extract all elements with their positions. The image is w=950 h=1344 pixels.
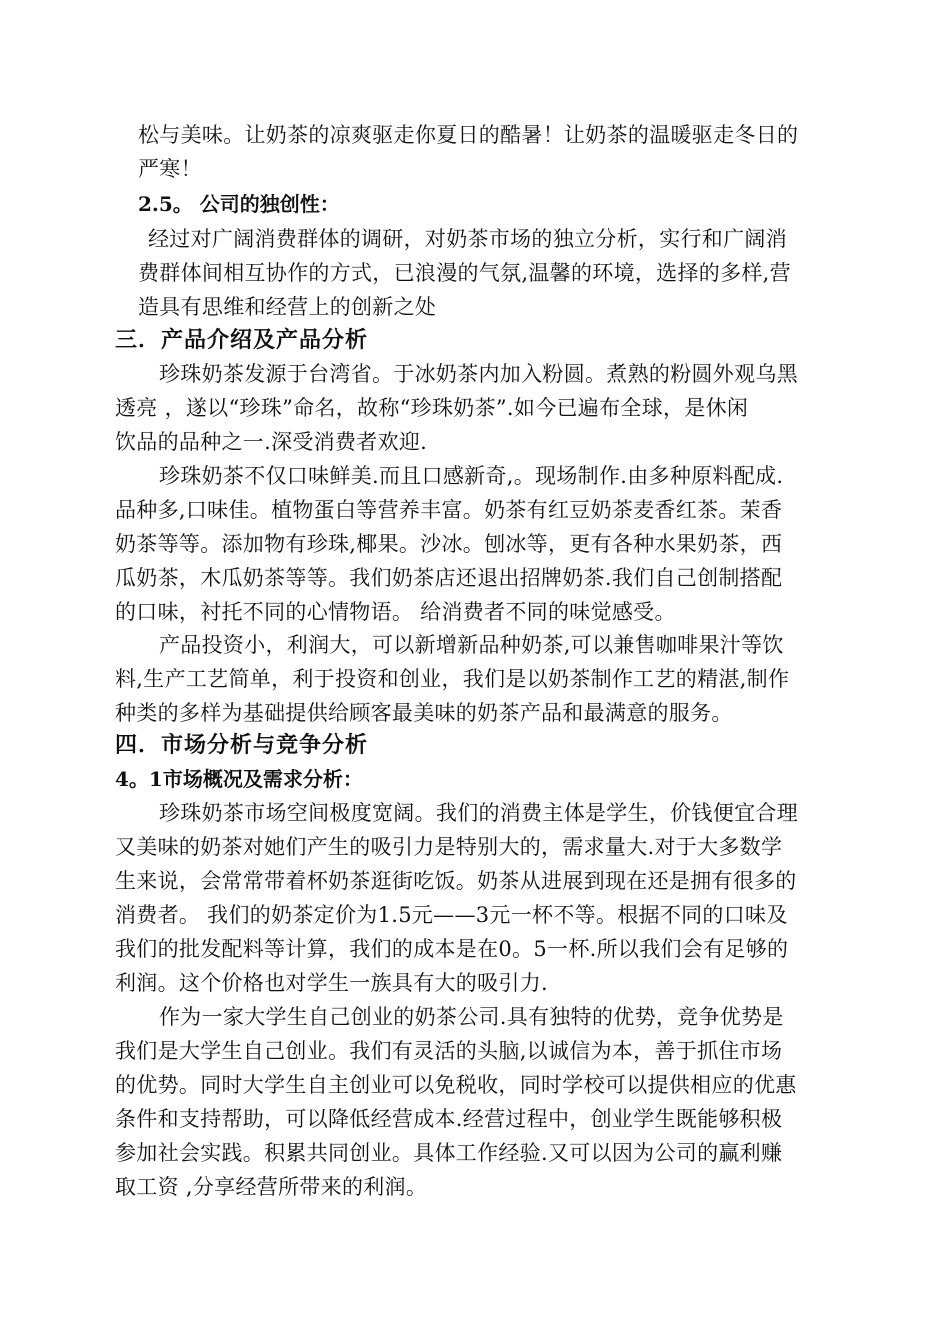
section-4-paragraph-1: [115, 796, 798, 1000]
text-line: 严寒！: [138, 157, 202, 181]
text-line: 我们是大学生自己创业。我们有灵活的头脑,以诚信为本，善于抓住市场: [115, 1039, 783, 1063]
text-line: 品种多,口味佳。植物蛋白等营养丰富。奶茶有红豆奶茶麦香红茶。茉香: [115, 498, 783, 522]
text-line: 费群体间相互协作的方式，已浪漫的气氛,温馨的环境，选择的多样,营: [138, 261, 791, 285]
text-line: 利润。这个价格也对学生一族具有大的吸引力.: [115, 971, 548, 995]
text-line: 生来说，会常常带着杯奶茶逛街吃饭。奶茶从进展到现在还是拥有很多的: [115, 869, 797, 893]
text-line: 奶茶等等。添加物有珍珠,椰果。沙冰。刨冰等，更有各种水果奶茶，西: [115, 532, 783, 556]
text-line: 瓜奶茶，木瓜奶茶等等。我们奶茶店还退出招牌奶茶.我们自己创制搭配: [115, 566, 783, 590]
text-line: 种类的多样为基础提供给顾客最美味的奶茶产品和最满意的服务。: [115, 701, 733, 725]
text-line: 我们的批发配料等计算，我们的成本是在0。5一杯.所以我们会有足够的: [115, 937, 789, 961]
section-2-5-paragraph: [138, 222, 791, 324]
text-line: 条件和支持帮助，可以降低经营成本.经营过程中，创业学生既能够积极: [115, 1107, 783, 1131]
text-line: 珍珠奶茶市场空间极度宽阔。我们的消费主体是学生，价钱便宜合理: [159, 801, 798, 825]
text-line: 取工资 ,分享经营所带来的利润。: [115, 1175, 428, 1199]
text-line: 珍珠奶茶不仅口味鲜美.而且口感新奇,。现场制作.由多种原料配成.: [159, 464, 784, 488]
text-line: 经过对广阔消费群体的调研，对奶茶市场的独立分析，实行和广阔消: [148, 227, 787, 251]
text-line: 消费者。 我们的奶茶定价为1.5元——3元一杯不等。根据不同的口味及: [115, 903, 788, 927]
text-line: 造具有思维和经营上的创新之处: [138, 295, 437, 319]
section-3-paragraph-1: [115, 357, 798, 459]
text-line: 珍珠奶茶发源于台湾省。于冰奶茶内加入粉圆。煮熟的粉圆外观乌黑: [159, 362, 798, 386]
text-line: 松与美味。让奶茶的凉爽驱走你夏日的酷暑！让奶茶的温暖驱走冬日的: [138, 123, 799, 147]
text-line: 的优势。同时大学生自主创业可以免税收，同时学校可以提供相应的优惠: [115, 1073, 797, 1097]
text-line: 透亮 ，遂以“珍珠”命名，故称“珍珠奶茶”.如今已遍布全球，是休闲: [115, 396, 749, 420]
text-line: 产品投资小，利润大，可以新增新品种奶茶,可以兼售咖啡果汁等饮: [159, 633, 784, 657]
section-3-paragraph-3: [115, 628, 789, 730]
text-line: 作为一家大学生自己创业的奶茶公司.具有独特的优势，竞争优势是: [159, 1005, 784, 1029]
section-3-paragraph-2: [115, 459, 783, 629]
text-line: 饮品的品种之一.深受消费者欢迎.: [115, 430, 428, 454]
text-line: 又美味的奶茶对她们产生的吸引力是特别大的，需求量大.对于大多数学: [115, 835, 783, 859]
text-line: 参加社会实践。积累共同创业。具体工作经验.又可以因为公司的赢利赚: [115, 1141, 783, 1165]
intro-paragraph: [138, 118, 798, 186]
section-3-heading: 三．产品介绍及产品分析: [115, 327, 369, 353]
text-line: 料,生产工艺简单，利于投资和创业，我们是以奶茶制作工艺的精湛,制作: [115, 667, 790, 691]
text-line: 的口味，衬托不同的心情物语。 给消费者不同的味觉感受。: [115, 600, 676, 624]
section-2-5-heading: 2.5。 公司的独创性：: [138, 192, 340, 216]
section-4-1-heading: 4。1市场概况及需求分析：: [115, 767, 363, 791]
section-4-heading: 四．市场分析与竞争分析: [115, 732, 369, 758]
section-4-paragraph-2: [115, 1000, 797, 1204]
